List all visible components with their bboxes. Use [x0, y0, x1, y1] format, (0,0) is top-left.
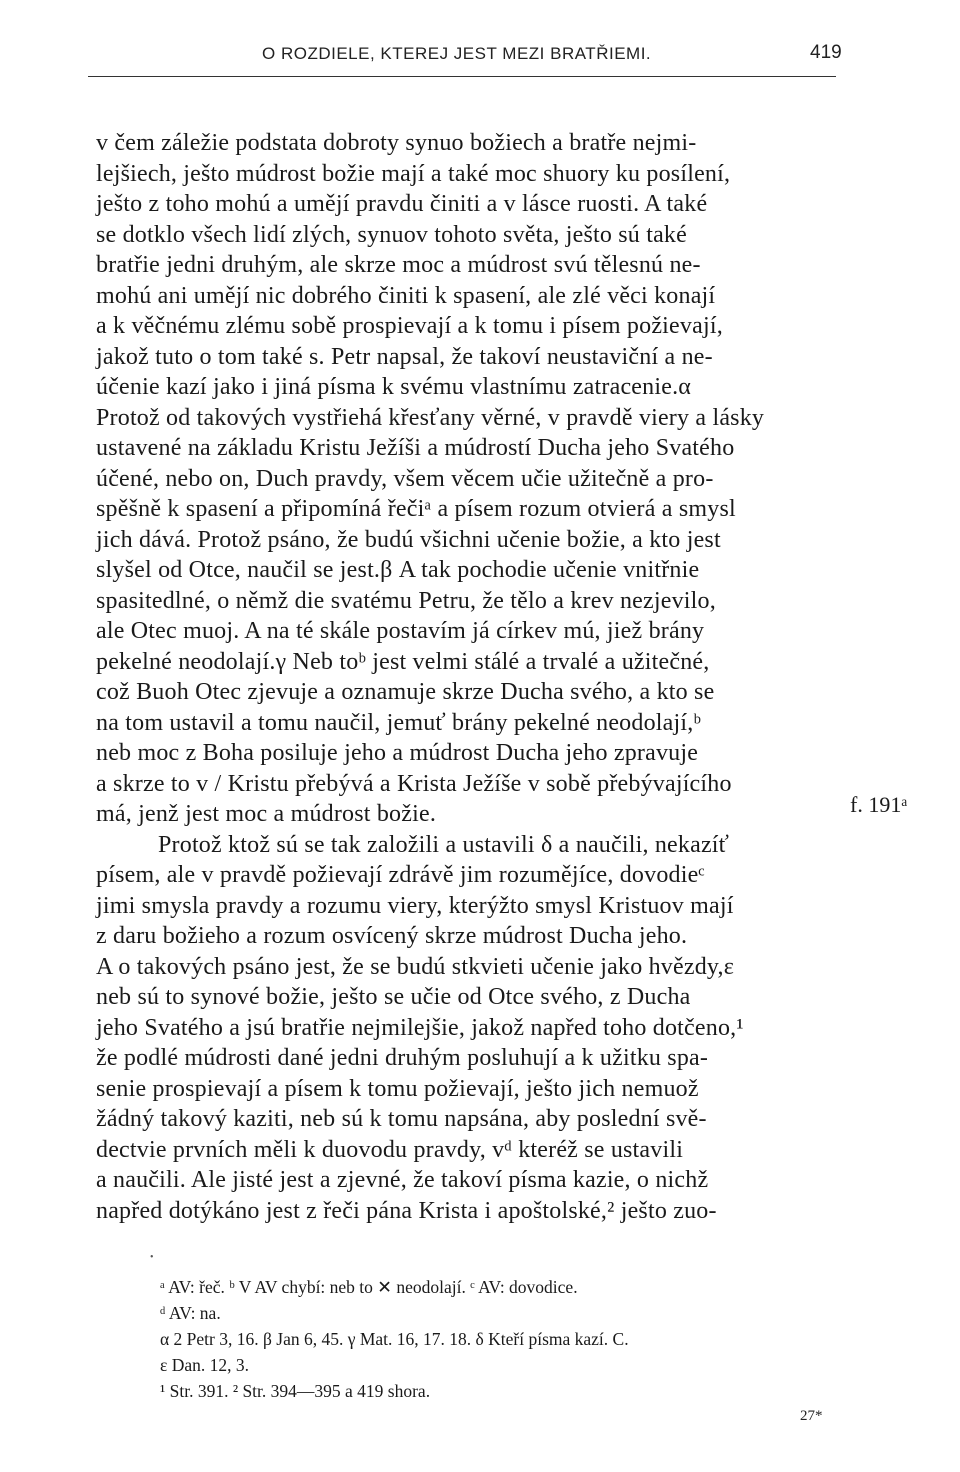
footnote-line: ᵃ AV: řeč. ᵇ V AV chybí: neb to ✕ neodolají. ᶜ AV: dovodice.	[160, 1277, 578, 1297]
text-line: A o takových psáno jest, že se budú stkvieti učenie jako hvězdy,ε	[96, 953, 735, 980]
page-number: 419	[810, 42, 842, 63]
text-line: senie prospievají a písem k tomu požievají, ješto jich nemuož	[96, 1075, 699, 1102]
text-line: a naučili. Ale jisté jest a zjevné, že takoví písma kazie, o nichž	[96, 1167, 709, 1193]
footnote-line: ε Dan. 12, 3.	[160, 1355, 250, 1375]
text-line: což Buoh Otec zjevuje a oznamuje skrze Ducha svého, a kto se	[96, 679, 715, 705]
text-line: v čem záležie podstata dobroty synuo božiech a bratře nejmi-	[96, 130, 697, 156]
text-line: jich dává. Protož psáno, že budú všichni učenie božie, a kto jest	[96, 526, 721, 553]
text-line: účenie kazí jako i jiná písma k svému vlastnímu zatracenie.α	[96, 374, 692, 400]
text-line: lejšiech, ješto múdrost božie mají a také moc shuory ku posílení,	[96, 160, 731, 187]
text-line: účené, nebo on, Duch pravdy, všem věcem učie užitečně a pro-	[96, 465, 714, 492]
header-rule	[88, 76, 836, 77]
text-line: na tom ustavil a tomu naučil, jemuť brány pekelné neodolají,ᵇ	[96, 709, 702, 736]
text-line: spěšně k spasení a připomíná řečiᵃ a písem rozum otvierá a smysl	[96, 496, 736, 522]
text-line: neb sú to synové božie, ješto se učie od Otce svého, z Ducha	[96, 984, 691, 1010]
footnotes	[160, 1274, 880, 1404]
text-line: Protož ktož sú se tak založili a ustavili δ a naučili, nekazíť	[158, 831, 730, 858]
text-line: písem, ale v pravdě požievají zdrávě jim rozumějíce, dovodieᶜ	[96, 862, 705, 888]
signature-mark: 27*	[800, 1408, 823, 1424]
footnote-line: α 2 Petr 3, 16. β Jan 6, 45. γ Mat. 16, 17. 18. δ Kteří písma kazí. C.	[160, 1329, 629, 1349]
text-line: že podlé múdrosti dané jedni druhým posluhují a k užitku spa-	[96, 1045, 709, 1071]
text-line: a skrze to v / Kristu přebývá a Krista Ježíše v sobě přebývajícího	[96, 770, 732, 797]
text-line: z daru božieho a rozum osvícený skrze múdrost Ducha jeho.	[96, 923, 688, 949]
body-text	[96, 128, 856, 1226]
text-line: jeho Svatého a jsú bratřie nejmilejšie, jakož napřed toho dotčeno,¹	[96, 1014, 744, 1041]
text-line: ješto z toho mohú a umějí pravdu činiti a v lásce ruosti. A také	[96, 191, 708, 217]
text-line: má, jenž jest moc a múdrost božie.	[96, 801, 437, 827]
text-line: dectvie prvních měli k duovodu pravdy, vᵈ kteréž se ustavili	[96, 1136, 684, 1163]
text-line: bratřie jedni druhým, ale skrze moc a múdrost svú tělesnú ne-	[96, 252, 701, 278]
text-line: slyšel od Otce, naučil se jest.β A tak pochodie učenie vnitřnie	[96, 557, 700, 583]
text-line: a k věčnému zlému sobě prospievají a k tomu i písem požievají,	[96, 313, 723, 339]
footnote-line: ¹ Str. 391. ² Str. 394—395 a 419 shora.	[160, 1381, 431, 1401]
text-line: neb moc z Boha posiluje jeho a múdrost Ducha jeho zpravuje	[96, 740, 699, 766]
text-line: ale Otec muoj. A na té skále postavím já církev mú, jiež brány	[96, 618, 705, 644]
text-line: žádný takový kaziti, neb sú k tomu napsána, aby poslední svě-	[96, 1106, 707, 1132]
text-line: napřed dotýkáno jest z řeči pána Krista i apoštolské,² ješto zuo-	[96, 1197, 717, 1224]
text-line: jakož tuto o tom také s. Petr napsal, že takoví neustaviční a ne-	[96, 343, 713, 370]
text-line: mohú ani umějí nic dobrého činiti k spasení, ale zlé věci konají	[96, 282, 716, 309]
running-title: O ROZDIELE, KTEREJ JEST MEZI BRATŘIEMI.	[262, 44, 652, 63]
separator-dot: •	[150, 1252, 154, 1263]
text-line: pekelné neodolají.γ Neb toᵇ jest velmi stálé a trvalé a užitečné,	[96, 648, 710, 675]
text-line: spasitedlné, o němž die svatému Petru, že tělo a krev nezjevilo,	[96, 587, 716, 614]
folio-margin-note: f. 191ᵃ	[850, 792, 908, 817]
footnote-line: ᵈ AV: na.	[160, 1303, 221, 1323]
text-line: se dotklo všech lidí zlých, synuov tohoto světa, ješto sú také	[96, 221, 687, 248]
text-line: Protož od takových vystřiehá křesťany věrné, v pravdě viery a lásky	[96, 404, 765, 431]
text-line: ustavené na základu Kristu Ježíši a múdrostí Ducha jeho Svatého	[96, 435, 735, 461]
text-line: jimi smysla pravdy a rozumu viery, kterýžto smysl Kristuov mají	[96, 892, 734, 919]
